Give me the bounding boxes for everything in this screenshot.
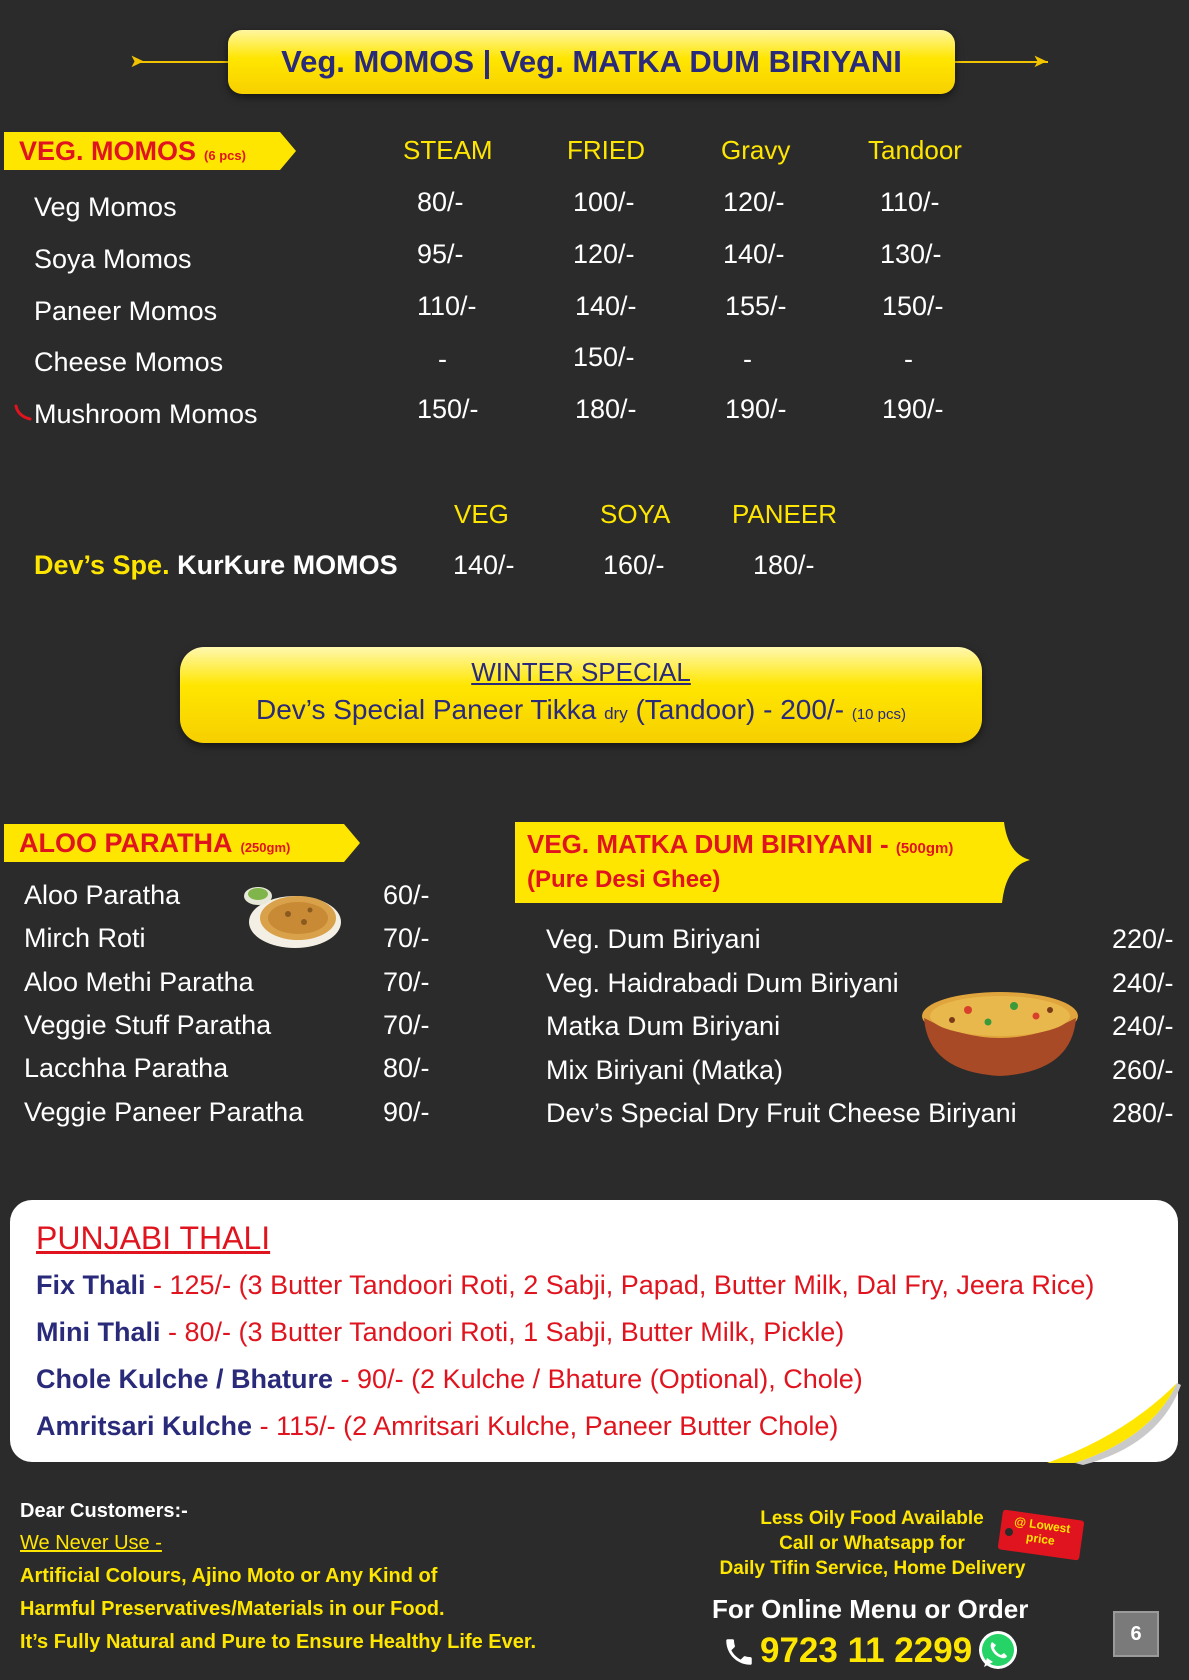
momos-row-price: 190/-: [882, 394, 944, 424]
biriyani-tag-line1: [527, 829, 953, 860]
paratha-row-price: 70/-: [383, 967, 430, 997]
footer-never-use: We Never Use -: [20, 1532, 162, 1554]
paratha-image: [240, 880, 345, 952]
momos-row-price: 140/-: [575, 291, 637, 321]
thali-row: [36, 1411, 838, 1442]
momos-row-price: 150/-: [882, 291, 944, 321]
winter-special-heading: WINTER SPECIAL: [471, 657, 691, 687]
thali-row-detail: - 80/- (3 Butter Tandoori Roti, 1 Sabji, Butter Milk, Pickle): [160, 1317, 845, 1347]
paratha-tag-label: ALOO PARATHA: [19, 828, 233, 858]
paratha-row-price: 70/-: [383, 923, 430, 953]
thali-row: [36, 1317, 844, 1348]
momos-row-price: 130/-: [880, 239, 942, 269]
biriyani-image: [918, 980, 1082, 1080]
paratha-row-name: Aloo Methi Paratha: [24, 967, 254, 997]
kurkure-price-soya: 160/-: [603, 550, 665, 580]
lowest-price-tag-hole: [1005, 1528, 1013, 1536]
footer-info-3: Daily Tifin Service, Home Delivery: [719, 1558, 1026, 1579]
momos-row-price: 100/-: [573, 187, 635, 217]
momos-row-price: 80/-: [417, 187, 464, 217]
biriyani-tag-label: VEG. MATKA DUM BIRIYANI -: [527, 829, 889, 859]
banner-rule-left: [135, 61, 230, 63]
banner-arrow-right-icon: ➤: [1032, 51, 1048, 72]
winter-item-qty: (10 pcs): [851, 706, 907, 723]
momos-row-price: -: [743, 344, 752, 374]
biriyani-row-price: 260/-: [1112, 1055, 1174, 1085]
momos-tag-note: (6 pcs): [204, 148, 246, 163]
paratha-row-price: 90/-: [383, 1097, 430, 1127]
thali-heading: PUNJABI THALI: [36, 1220, 271, 1256]
page-curl: [1035, 1365, 1185, 1465]
chili-icon: [14, 404, 34, 422]
biriyani-tag-note: (500gm): [895, 840, 954, 857]
paratha-row-name: Veggie Stuff Paratha: [24, 1010, 272, 1040]
paratha-row-name: Aloo Paratha: [24, 880, 181, 910]
momos-tag-label: VEG. MOMOS: [19, 136, 197, 166]
winter-special-banner: [180, 647, 982, 743]
winter-item-note: dry: [604, 704, 628, 723]
paratha-tag: [4, 824, 344, 862]
momos-row-price: 110/-: [417, 291, 477, 321]
biriyani-row-name: Veg. Dum Biriyani: [546, 924, 761, 954]
page-title: [228, 30, 955, 94]
thali-row-name: Mini Thali: [36, 1317, 161, 1347]
footer-greeting: Dear Customers:-: [20, 1500, 188, 1522]
paratha-tag-note: (250gm): [240, 840, 291, 855]
paratha-row-name: Lacchha Paratha: [24, 1053, 229, 1083]
page-number-badge: [1113, 1611, 1159, 1657]
biriyani-row-price: 220/-: [1112, 924, 1174, 954]
momos-col-gravy: Gravy: [721, 135, 791, 165]
whatsapp-icon[interactable]: [977, 1629, 1019, 1671]
page-title-text: Veg. MOMOS | Veg. MATKA DUM BIRIYANI: [281, 44, 902, 79]
kurkure-label-name: KurKure MOMOS: [177, 550, 398, 580]
biriyani-tag-point: [998, 822, 1032, 903]
winter-item-name: Dev’s Special Paneer Tikka: [255, 694, 597, 725]
momos-row-price: -: [438, 344, 447, 374]
biriyani-row-price: 240/-: [1112, 968, 1174, 998]
momos-row-name: Veg Momos: [34, 192, 177, 222]
thali-row-detail: - 90/- (2 Kulche / Bhature (Optional), Chole): [333, 1364, 863, 1394]
banner-arrow-left-icon: ➤: [129, 51, 145, 72]
momos-row-price: 155/-: [725, 291, 787, 321]
footer-info-1: Less Oily Food Available: [760, 1508, 984, 1529]
lowest-price-text: @ Lowest price: [1013, 1514, 1072, 1548]
momos-row-price: -: [904, 344, 913, 374]
thali-row-name: Chole Kulche / Bhature: [36, 1364, 334, 1394]
winter-special-item: [180, 694, 982, 726]
kurkure-col-veg: VEG: [454, 499, 509, 529]
momos-row-name: Cheese Momos: [34, 347, 224, 377]
momos-tag: [4, 132, 280, 170]
momos-row-price: 110/-: [880, 187, 940, 217]
momos-row-price: 120/-: [573, 239, 635, 269]
kurkure-label: [34, 550, 398, 581]
thali-row: [36, 1270, 1094, 1301]
momos-row-name: Mushroom Momos: [34, 399, 258, 429]
footer-line-1: Artificial Colours, Ajino Moto or Any Kind of: [20, 1565, 438, 1587]
footer-info-2: Call or Whatsapp for: [779, 1533, 965, 1554]
online-order-label: For Online Menu or Order: [712, 1594, 1029, 1624]
paratha-row-name: Mirch Roti: [24, 923, 146, 953]
footer-line-3: It’s Fully Natural and Pure to Ensure Healthy Life Ever.: [20, 1631, 537, 1653]
phone-icon: [722, 1635, 756, 1669]
momos-row-price: 150/-: [417, 394, 479, 424]
winter-item-price: - 200/-: [763, 694, 845, 725]
paratha-row-price: 70/-: [383, 1010, 430, 1040]
momos-col-fried: FRIED: [567, 135, 645, 165]
thali-row-name: Fix Thali: [36, 1270, 146, 1300]
biriyani-row-name: Veg. Haidrabadi Dum Biriyani: [546, 968, 899, 998]
kurkure-col-soya: SOYA: [600, 499, 671, 529]
momos-row-name: Soya Momos: [34, 244, 192, 274]
momos-row-price: 95/-: [417, 239, 464, 269]
paratha-row-price: 80/-: [383, 1053, 430, 1083]
paratha-row-name: Veggie Paneer Paratha: [24, 1097, 304, 1127]
kurkure-col-paneer: PANEER: [732, 499, 837, 529]
biriyani-row-name: Matka Dum Biriyani: [546, 1011, 781, 1041]
biriyani-tag-line2: (Pure Desi Ghee): [527, 866, 721, 893]
thali-row-detail: - 115/- (2 Amritsari Kulche, Paneer Butter Chole): [252, 1411, 839, 1441]
momos-row-price: 150/-: [573, 342, 635, 372]
kurkure-price-veg: 140/-: [453, 550, 515, 580]
winter-item-style: (Tandoor): [635, 694, 756, 725]
kurkure-price-paneer: 180/-: [753, 550, 815, 580]
momos-row-name: Paneer Momos: [34, 296, 218, 326]
phone-number[interactable]: 9723 11 2299: [760, 1631, 973, 1670]
momos-row-price: 190/-: [725, 394, 787, 424]
biriyani-row-price: 240/-: [1112, 1011, 1174, 1041]
biriyani-row-price: 280/-: [1112, 1098, 1174, 1128]
biriyani-row-name: Dev’s Special Dry Fruit Cheese Biriyani: [546, 1098, 1017, 1128]
thali-row: [36, 1364, 863, 1395]
thali-row-name: Amritsari Kulche: [36, 1411, 253, 1441]
page-number: 6: [1130, 1622, 1142, 1645]
momos-row-price: 180/-: [575, 394, 637, 424]
momos-col-tandoor: Tandoor: [868, 135, 962, 165]
footer-line-2: Harmful Preservatives/Materials in our Food.: [20, 1598, 445, 1620]
momos-row-price: 120/-: [723, 187, 785, 217]
paratha-row-price: 60/-: [383, 880, 430, 910]
kurkure-label-prefix: Dev’s Spe.: [34, 550, 170, 580]
biriyani-row-name: Mix Biriyani (Matka): [546, 1055, 784, 1085]
momos-row-price: 140/-: [723, 239, 785, 269]
thali-row-detail: - 125/- (3 Butter Tandoori Roti, 2 Sabji, Papad, Butter Milk, Dal Fry, Jeera Rice): [145, 1270, 1095, 1300]
momos-col-steam: STEAM: [403, 135, 493, 165]
